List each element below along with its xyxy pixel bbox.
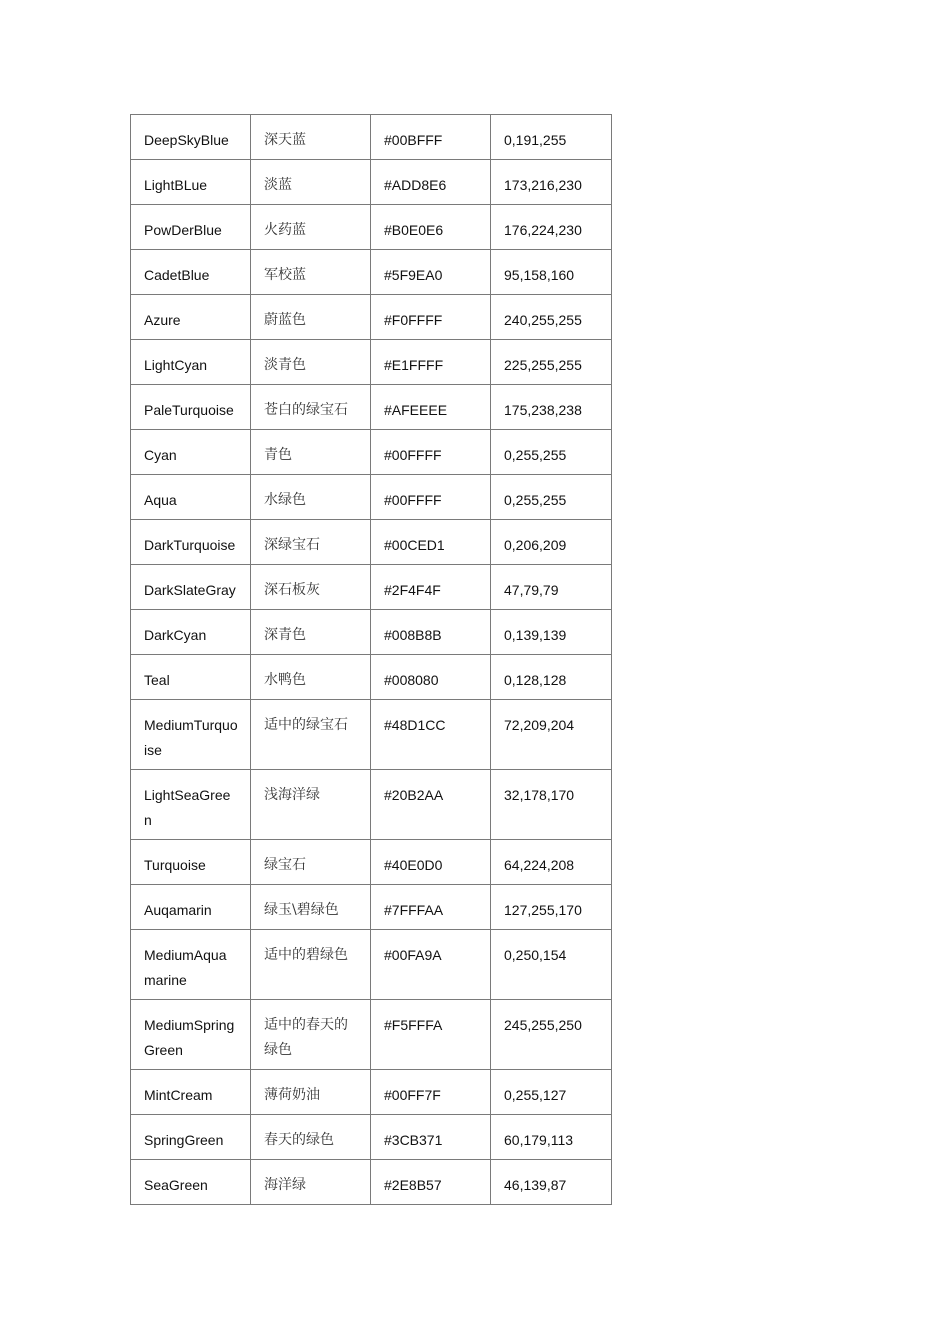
chinese-name-cell: 深石板灰	[251, 565, 371, 610]
table-row	[131, 250, 612, 295]
color-name-cell: MediumSpringGreen	[131, 1000, 251, 1070]
chinese-name-cell: 薄荷奶油	[251, 1070, 371, 1115]
color-name-cell: MintCream	[131, 1070, 251, 1115]
color-name-cell: PaleTurquoise	[131, 385, 251, 430]
rgb-value-cell: 0,255,255	[491, 430, 612, 475]
chinese-name-cell: 蔚蓝色	[251, 295, 371, 340]
chinese-name-cell: 深青色	[251, 610, 371, 655]
color-name-cell: Auqamarin	[131, 885, 251, 930]
rgb-value-cell: 0,128,128	[491, 655, 612, 700]
table-row	[131, 655, 612, 700]
color-name-cell: MediumAquamarine	[131, 930, 251, 1000]
rgb-value-cell: 47,79,79	[491, 565, 612, 610]
table-row	[131, 115, 612, 160]
color-name-cell: Teal	[131, 655, 251, 700]
hex-code-cell: #F5FFFA	[371, 1000, 491, 1070]
chinese-name-cell: 淡蓝	[251, 160, 371, 205]
hex-code-cell: #2E8B57	[371, 1160, 491, 1205]
color-name-cell: MediumTurquoise	[131, 700, 251, 770]
color-name-cell: DarkCyan	[131, 610, 251, 655]
hex-code-cell: #008B8B	[371, 610, 491, 655]
table-row	[131, 1115, 612, 1160]
rgb-value-cell: 0,255,255	[491, 475, 612, 520]
table-row	[131, 295, 612, 340]
color-name-cell: Turquoise	[131, 840, 251, 885]
rgb-value-cell: 60,179,113	[491, 1115, 612, 1160]
table-row	[131, 885, 612, 930]
color-name-cell: LightCyan	[131, 340, 251, 385]
color-name-cell: DarkSlateGray	[131, 565, 251, 610]
chinese-name-cell: 军校蓝	[251, 250, 371, 295]
table-row	[131, 340, 612, 385]
table-row	[131, 160, 612, 205]
rgb-value-cell: 127,255,170	[491, 885, 612, 930]
hex-code-cell: #B0E0E6	[371, 205, 491, 250]
color-name-cell: SpringGreen	[131, 1115, 251, 1160]
hex-code-cell: #00FFFF	[371, 430, 491, 475]
table-row	[131, 520, 612, 565]
table-row	[131, 385, 612, 430]
hex-code-cell: #00FF7F	[371, 1070, 491, 1115]
color-name-cell: Cyan	[131, 430, 251, 475]
hex-code-cell: #00BFFF	[371, 115, 491, 160]
hex-code-cell: #20B2AA	[371, 770, 491, 840]
chinese-name-cell: 水鸭色	[251, 655, 371, 700]
color-name-cell: SeaGreen	[131, 1160, 251, 1205]
color-name-cell: Aqua	[131, 475, 251, 520]
table-row	[131, 475, 612, 520]
hex-code-cell: #00FA9A	[371, 930, 491, 1000]
chinese-name-cell: 海洋绿	[251, 1160, 371, 1205]
hex-code-cell: #3CB371	[371, 1115, 491, 1160]
color-name-cell: DeepSkyBlue	[131, 115, 251, 160]
hex-code-cell: #008080	[371, 655, 491, 700]
chinese-name-cell: 绿宝石	[251, 840, 371, 885]
chinese-name-cell: 适中的春天的绿色	[251, 1000, 371, 1070]
table-row	[131, 205, 612, 250]
hex-code-cell: #48D1CC	[371, 700, 491, 770]
table-row	[131, 610, 612, 655]
rgb-value-cell: 0,206,209	[491, 520, 612, 565]
table-row	[131, 840, 612, 885]
rgb-value-cell: 173,216,230	[491, 160, 612, 205]
color-name-cell: Azure	[131, 295, 251, 340]
rgb-value-cell: 32,178,170	[491, 770, 612, 840]
color-table-body	[131, 115, 612, 1205]
rgb-value-cell: 46,139,87	[491, 1160, 612, 1205]
color-reference-table	[130, 114, 612, 1205]
hex-code-cell: #40E0D0	[371, 840, 491, 885]
table-row	[131, 565, 612, 610]
chinese-name-cell: 浅海洋绿	[251, 770, 371, 840]
table-row	[131, 700, 612, 770]
chinese-name-cell: 适中的碧绿色	[251, 930, 371, 1000]
table-row	[131, 1160, 612, 1205]
chinese-name-cell: 水绿色	[251, 475, 371, 520]
hex-code-cell: #00FFFF	[371, 475, 491, 520]
hex-code-cell: #F0FFFF	[371, 295, 491, 340]
rgb-value-cell: 0,139,139	[491, 610, 612, 655]
color-name-cell: LightSeaGreen	[131, 770, 251, 840]
chinese-name-cell: 青色	[251, 430, 371, 475]
rgb-value-cell: 176,224,230	[491, 205, 612, 250]
table-row	[131, 930, 612, 1000]
chinese-name-cell: 深绿宝石	[251, 520, 371, 565]
rgb-value-cell: 240,255,255	[491, 295, 612, 340]
rgb-value-cell: 0,250,154	[491, 930, 612, 1000]
chinese-name-cell: 深天蓝	[251, 115, 371, 160]
rgb-value-cell: 245,255,250	[491, 1000, 612, 1070]
table-row	[131, 770, 612, 840]
rgb-value-cell: 64,224,208	[491, 840, 612, 885]
table-row	[131, 1000, 612, 1070]
table-row	[131, 430, 612, 475]
chinese-name-cell: 火药蓝	[251, 205, 371, 250]
color-name-cell: CadetBlue	[131, 250, 251, 295]
rgb-value-cell: 95,158,160	[491, 250, 612, 295]
rgb-value-cell: 0,191,255	[491, 115, 612, 160]
hex-code-cell: #ADD8E6	[371, 160, 491, 205]
chinese-name-cell: 淡青色	[251, 340, 371, 385]
color-name-cell: PowDerBlue	[131, 205, 251, 250]
rgb-value-cell: 175,238,238	[491, 385, 612, 430]
color-name-cell: LightBLue	[131, 160, 251, 205]
chinese-name-cell: 适中的绿宝石	[251, 700, 371, 770]
rgb-value-cell: 225,255,255	[491, 340, 612, 385]
hex-code-cell: #AFEEEE	[371, 385, 491, 430]
hex-code-cell: #00CED1	[371, 520, 491, 565]
rgb-value-cell: 72,209,204	[491, 700, 612, 770]
hex-code-cell: #E1FFFF	[371, 340, 491, 385]
table-row	[131, 1070, 612, 1115]
hex-code-cell: #7FFFAA	[371, 885, 491, 930]
chinese-name-cell: 春天的绿色	[251, 1115, 371, 1160]
chinese-name-cell: 绿玉\碧绿色	[251, 885, 371, 930]
hex-code-cell: #5F9EA0	[371, 250, 491, 295]
hex-code-cell: #2F4F4F	[371, 565, 491, 610]
chinese-name-cell: 苍白的绿宝石	[251, 385, 371, 430]
rgb-value-cell: 0,255,127	[491, 1070, 612, 1115]
color-name-cell: DarkTurquoise	[131, 520, 251, 565]
